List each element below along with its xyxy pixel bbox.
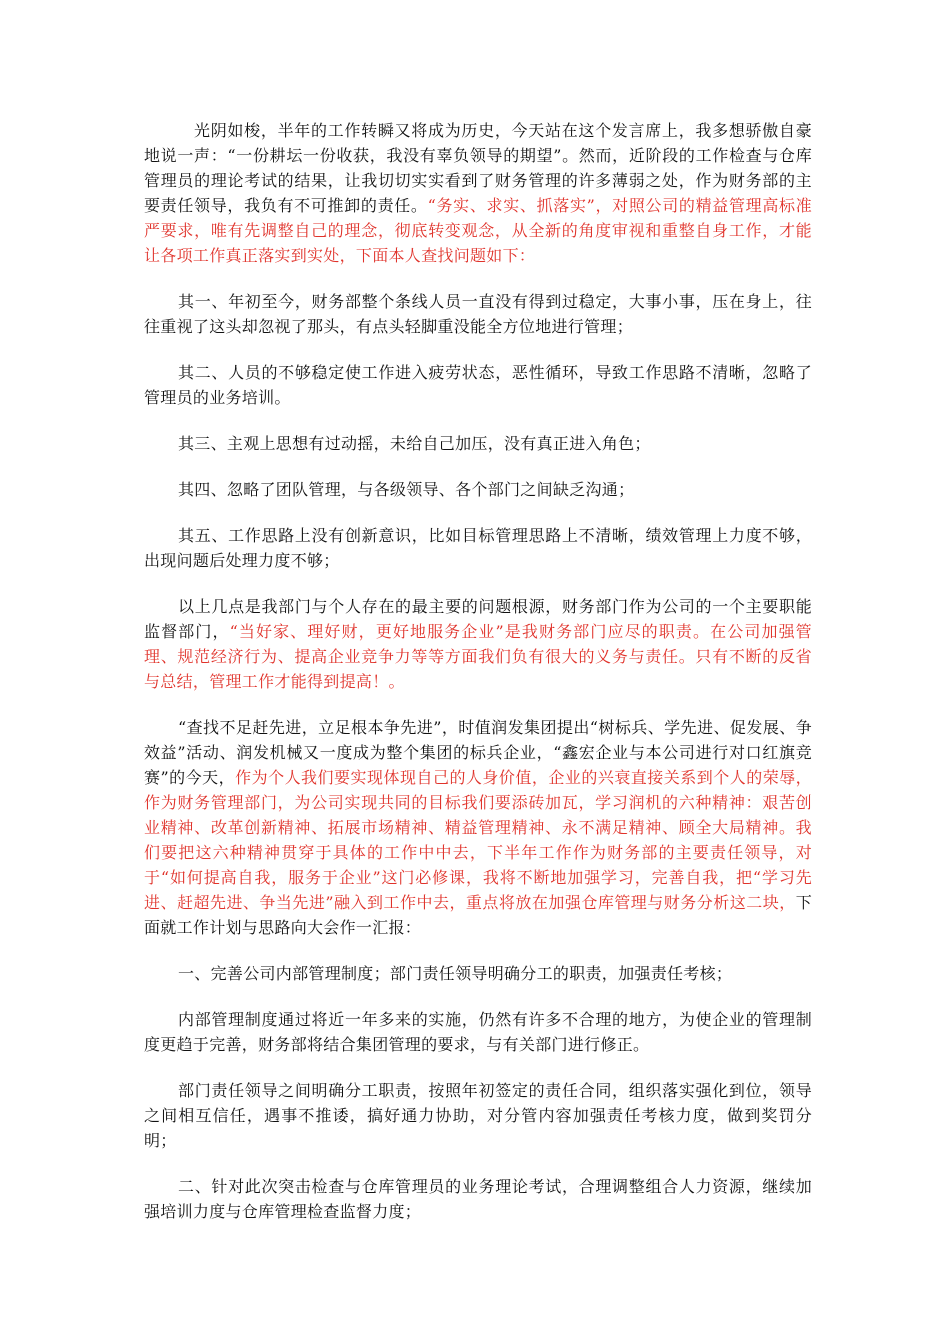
text-run: “查找不足赶先进，立足根本争先进”，时值润发集团提出“树标兵、学先进、促发展、争效益”活动、润发机械又一度成为整个集团的标兵企业，“鑫宏企业与本公司进行对口红旗竞赛”的今天， <box>144 718 812 787</box>
paragraph-summary <box>144 594 812 694</box>
paragraph-plan-intro <box>144 715 812 940</box>
text-run: 下面就工作计划与思路向大会作一汇报： <box>144 893 812 937</box>
paragraph-problem-5 <box>144 523 812 573</box>
text-run: 其三、主观上思想有过动摇，未给自己加压，没有真正进入角色； <box>178 434 651 453</box>
text-run: 其四、忽略了团队管理，与各级领导、各个部门之间缺乏沟通； <box>178 480 635 499</box>
paragraph-plan-1-detail-a <box>144 1007 812 1057</box>
paragraph-intro <box>144 118 812 268</box>
text-run: 二、针对此次突击检查与仓库管理员的业务理论考试，合理调整组合人力资源，继续加强培训力度与仓库管理检查监督力度； <box>144 1177 812 1221</box>
paragraph-problem-2 <box>144 360 812 410</box>
text-run: 以上几点是我部门与个人存在的最主要的问题根源，财务部门作为公司的一个主要职能监督部门， <box>144 597 812 641</box>
text-run: 一、完善公司内部管理制度；部门责任领导明确分工的职责，加强责任考核； <box>178 964 733 983</box>
paragraph-plan-1-detail-b <box>144 1078 812 1153</box>
text-run: 部门责任领导之间明确分工职责，按照年初签定的责任合同，组织落实强化到位，领导之间相互信任，遇事不推诿，搞好通力协助，对分管内容加强责任考核力度，做到奖罚分明； <box>144 1081 812 1150</box>
text-run: 其二、人员的不够稳定使工作进入疲劳状态，恶性循环，导致工作思路不清晰，忽略了管理员的业务培训。 <box>144 363 812 407</box>
paragraph-plan-1-heading <box>144 961 812 986</box>
highlighted-text-run: 作为个人我们要实现体现自己的人身价值，企业的兴衰直接关系到个人的荣辱，作为财务管理部门，为公司实现共同的目标我们要添砖加瓦，学习润机的六种精神：艰苦创业精神、改革创新精神、拓展市场精神、精益管理精神、永不满足精神、顾全大局精神。我们要把这六种精神贯穿于具体的工作中中去，下半年工作作为财务部的主要责任领导，对于“如何提高自我，服务于企业”这门必修课，我将不断地加强学习，完善自我，把“学习先进、赶超先进、争当先进”融入到工作中去，重点将放在加强仓库管理与财务分析这二块， <box>144 768 812 912</box>
text-run: 其一、年初至今，财务部整个条线人员一直没有得到过稳定，大事小事，压在身上，往往重视了这头却忽视了那头，有点头轻脚重没能全方位地进行管理； <box>144 292 812 336</box>
paragraph-plan-2-heading <box>144 1174 812 1224</box>
text-run: 光阴如梭，半年的工作转瞬又将成为历史，今天站在这个发言席上，我多想骄傲自豪地说一声：“一份耕坛一份收获，我没有辜负领导的期望”。然而，近阶段的工作检查与仓库管理员的理论考试的结果，让我切切实实看到了财务管理的许多薄弱之处，作为财务部的主要责任领导，我负有不可推卸的责任。 <box>144 121 812 215</box>
highlighted-text-run: “当好家、理好财，更好地服务企业”是我财务部门应尽的职责。在公司加强管理、规范经济行为、提高企业竞争力等等方面我们负有很大的义务与责任。只有不断的反省与总结，管理工作才能得到提高！。 <box>144 622 812 691</box>
paragraph-problem-3 <box>144 431 812 456</box>
text-run: 其五、工作思路上没有创新意识，比如目标管理思路上不清晰，绩效管理上力度不够，出现问题后处理力度不够； <box>144 526 812 570</box>
document-body <box>144 118 812 1245</box>
paragraph-problem-1 <box>144 289 812 339</box>
highlighted-text-run: “务实、求实、抓落实”，对照公司的精益管理高标准严要求，唯有先调整自己的理念，彻底转变观念，从全新的角度审视和重整自身工作，才能让各项工作真正落实到实处，下面本人查找问题如下： <box>144 196 812 265</box>
text-run: 内部管理制度通过将近一年多来的实施，仍然有许多不合理的地方，为使企业的管理制度更趋于完善，财务部将结合集团管理的要求，与有关部门进行修正。 <box>144 1010 812 1054</box>
paragraph-problem-4 <box>144 477 812 502</box>
